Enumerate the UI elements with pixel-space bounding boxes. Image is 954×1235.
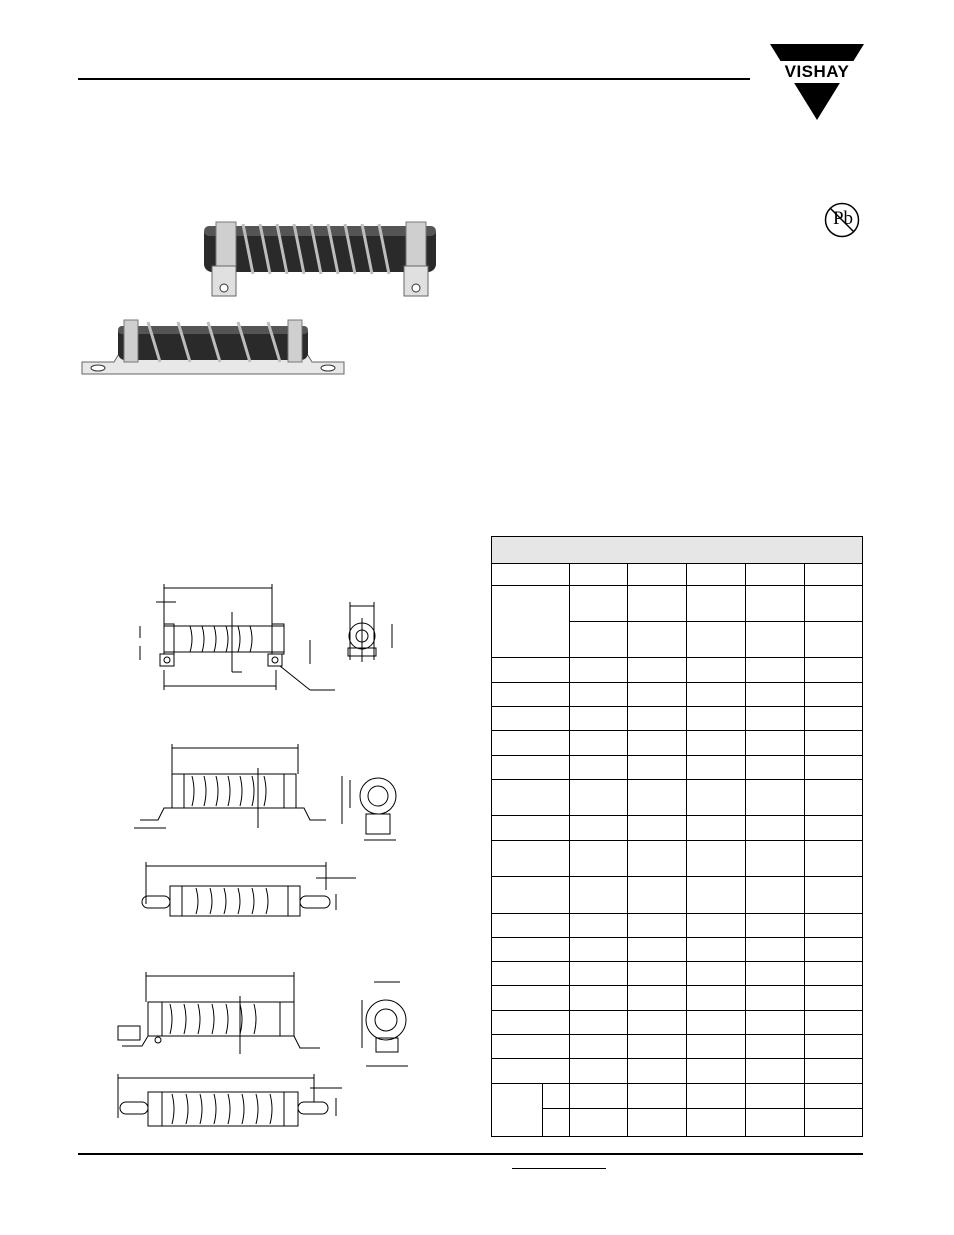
resistor-photo-flat [78,312,348,378]
spec-table-header [492,537,862,564]
table-row-line [570,621,862,622]
table-row-line [492,682,862,683]
table-row-line [492,1058,862,1059]
dimension-drawing-bracket-side [108,970,334,1060]
footer-link-underline[interactable] [512,1168,606,1169]
resistor-photo-upright [198,212,442,304]
table-row-line [492,937,862,938]
table-row-line [492,657,862,658]
table-row-line [492,1034,862,1035]
dimension-drawing-upright-end [340,600,404,666]
dimension-drawing-flat-end [336,768,410,848]
table-row-line [492,840,862,841]
table-row-line [492,961,862,962]
dimension-drawing-upright [130,580,340,698]
table-col-line [745,563,746,1136]
vishay-logo-icon [768,42,866,122]
dimension-drawing-bracket-end [356,976,420,1070]
table-row-line [492,876,862,877]
table-row-line [492,985,862,986]
dimension-drawing-bracket-top [114,1074,348,1134]
lead-free-symbol: Pb [832,208,854,229]
table-row-line [492,913,862,914]
table-col-line [542,1083,543,1136]
dimension-drawing-flat-side [130,744,340,834]
footer-rule [78,1153,863,1155]
table-row-line [492,815,862,816]
table-row-line [492,779,862,780]
spec-table [491,536,863,1137]
dimension-drawing-flat-top [136,860,358,922]
table-row-line [492,730,862,731]
table-col-line [804,563,805,1136]
table-col-line [569,1083,570,1136]
table-row-line [492,706,862,707]
table-col-line [627,563,628,1136]
table-row-line [492,585,862,586]
table-col-line [686,563,687,1136]
brand-logo-text: VISHAY [784,62,850,81]
table-row-line [542,1108,862,1109]
table-row-line [492,1083,862,1084]
table-col-line [569,563,570,1083]
header-rule [78,78,750,80]
table-row-line [492,1010,862,1011]
table-row-line [492,755,862,756]
